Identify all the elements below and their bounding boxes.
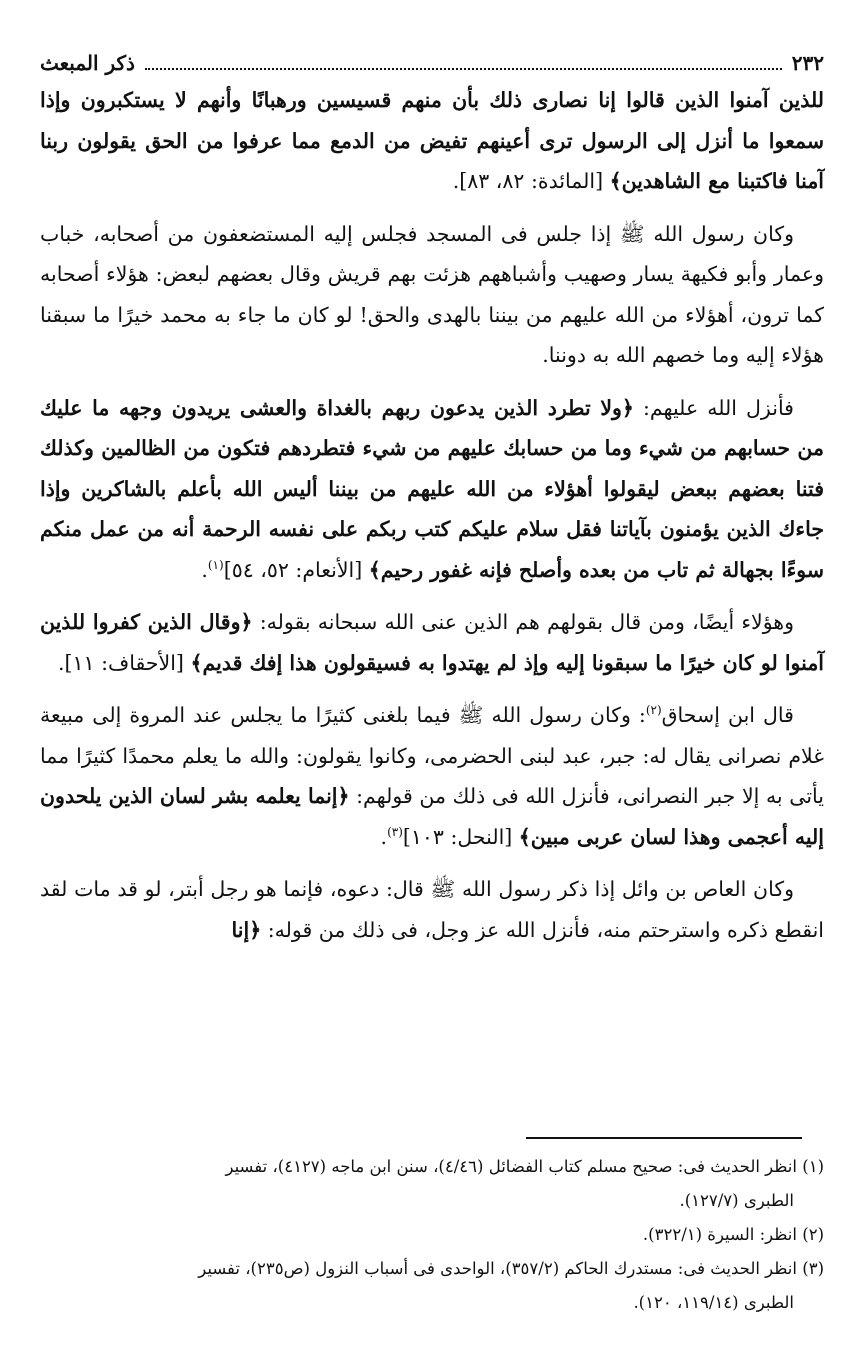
footnote-text: انظر: السيرة (٣٢٢/١). — [642, 1225, 797, 1244]
quran-verse: ﴿إنا — [231, 917, 262, 942]
paragraph — [40, 388, 824, 591]
footnote — [40, 1252, 824, 1320]
footnote-text-continued: الطبرى (١١٩/١٤، ١٢٠). — [633, 1293, 794, 1312]
footnote-marker: (٣) — [387, 824, 403, 839]
paragraph-gap — [40, 683, 824, 695]
footnote-marker: (١) — [207, 557, 224, 572]
quran-verse: ﴿وقال الذين كفروا للذين آمنوا لو كان خيرًا ما سبقونا إليه وإذ لم يهتدوا به فسيقولون هذا إفك قديم﴾ — [40, 610, 824, 675]
body-text — [40, 80, 824, 950]
text-segment: وهؤلاء أيضًا، ومن قال بقولهم هم الذين عنى الله سبحانه بقوله: — [252, 610, 794, 634]
footnote-text: انظر الحديث فى: صحيح مسلم كتاب الفضائل (٤/٤٦)، سنن ابن ماجه (٤١٢٧)، تفسير — [225, 1157, 797, 1176]
running-header — [40, 46, 824, 80]
footnote-text-continued: الطبرى (١٢٧/٧). — [679, 1191, 794, 1210]
paragraph-gap — [40, 590, 824, 602]
page-body — [40, 46, 824, 950]
paragraph — [40, 80, 824, 202]
text-segment: . — [380, 824, 388, 849]
paragraph — [40, 602, 824, 683]
footnote-separator — [526, 1137, 802, 1139]
footnote-number: (٣) — [802, 1259, 824, 1278]
footnote-number: (٢) — [802, 1225, 824, 1244]
text-segment: [الأنعام: ٥٢، ٥٤] — [223, 557, 369, 582]
text-segment: فأنزل الله عليهم: — [633, 395, 794, 420]
footnote — [40, 1218, 824, 1252]
footnote — [40, 1150, 824, 1218]
quran-verse: ﴿ولا تطرد الذين يدعون ربهم بالغداة والعشى يريدون وجهه ما عليك من حسابهم من شيء وما من حسابك عليهم من شيء فتطردهم فتكون من الظالمين وكذلك فتنا بعضهم ببعض ليقولوا أهؤلاء من الله عليهم من بيننا أليس الله بأعلم بالشاكرين وإذا جاءك الذين يؤمنون بآياتنا فقل سلام عليكم كتب ربكم على نفسه الرحمة أنه من عمل منكم سوءًا بجهالة ثم تاب من بعده وأصلح فإنه غفور رحيم﴾ — [40, 395, 824, 582]
paragraph — [40, 214, 824, 376]
page-number: ٢٣٢ — [791, 51, 824, 75]
paragraph-gap — [40, 857, 824, 869]
text-segment: قال ابن إسحاق — [661, 703, 794, 727]
footnote-marker: (٢) — [645, 703, 662, 718]
text-segment: وكان العاص بن وائل إذا ذكر رسول الله ﷺ قال: دعوه، فإنما هو رجل أبتر، لو قد مات لقد انقطع ذكره واسترحتم منه، فأنزل الله عز وجل، فى ذلك من قوله: — [40, 877, 824, 942]
text-segment: [الأحقاف: ١١]. — [58, 650, 191, 675]
footnote-text: انظر الحديث فى: مستدرك الحاكم (٣٥٧/٢)، الواحدى فى أسباب النزول (ص٢٣٥)، تفسير — [198, 1259, 797, 1278]
text-segment: [النحل: ١٠٣] — [402, 824, 519, 849]
quran-verse: ﴿إنما يعلمه بشر لسان الذين يلحدون إليه أعجمى وهذا لسان عربى مبين﴾ — [40, 784, 824, 849]
footnotes — [40, 1150, 824, 1320]
paragraph — [40, 869, 824, 950]
text-segment: : وكان رسول الله ﷺ فيما بلغنى كثيرًا ما يجلس عند المروة إلى مبيعة غلام نصرانى يقال له: جبر، عبد لبنى الحضرمى، وكانوا يقولون: والله ما يعلم محمدًا كثيرًا مما يأتى به إلا جبر النصرانى، فأنزل الله فى ذلك من قولهم: — [40, 703, 824, 808]
text-segment: وكان رسول الله ﷺ إذا جلس فى المسجد فجلس إليه المستضعفون من أصحابه، خباب وعمار وأبو فكيهة يسار وصهيب وأشباههم هزئت بهم قريش وقال بعضهم لبعض: هؤلاء أصحابه كما ترون، أهؤلاء من الله عليهم من بيننا بالهدى والحق! لو كان ما جاء به محمد خيرًا ما سبقنا هؤلاء إليه وما خصهم الله به دوننا. — [40, 221, 824, 367]
paragraph-gap — [40, 202, 824, 214]
chapter-title: ذكر المبعث — [40, 51, 135, 75]
paragraph-gap — [40, 376, 824, 388]
text-segment: [المائدة: ٨٢، ٨٣]. — [452, 169, 610, 193]
quran-verse: للذين آمنوا الذين قالوا إنا نصارى ذلك بأن منهم قسيسين ورهبانًا وأنهم لا يستكبرون وإذا سمعوا ما أنزل إلى الرسول ترى أعينهم تفيض من الدمع مما عرفوا من الحق يقولون ربنا آمنا فاكتبنا مع الشاهدين﴾ — [40, 88, 824, 193]
footnote-number: (١) — [802, 1157, 824, 1176]
header-dotted-leader — [145, 67, 782, 70]
text-segment: . — [201, 557, 208, 582]
paragraph — [40, 695, 824, 857]
